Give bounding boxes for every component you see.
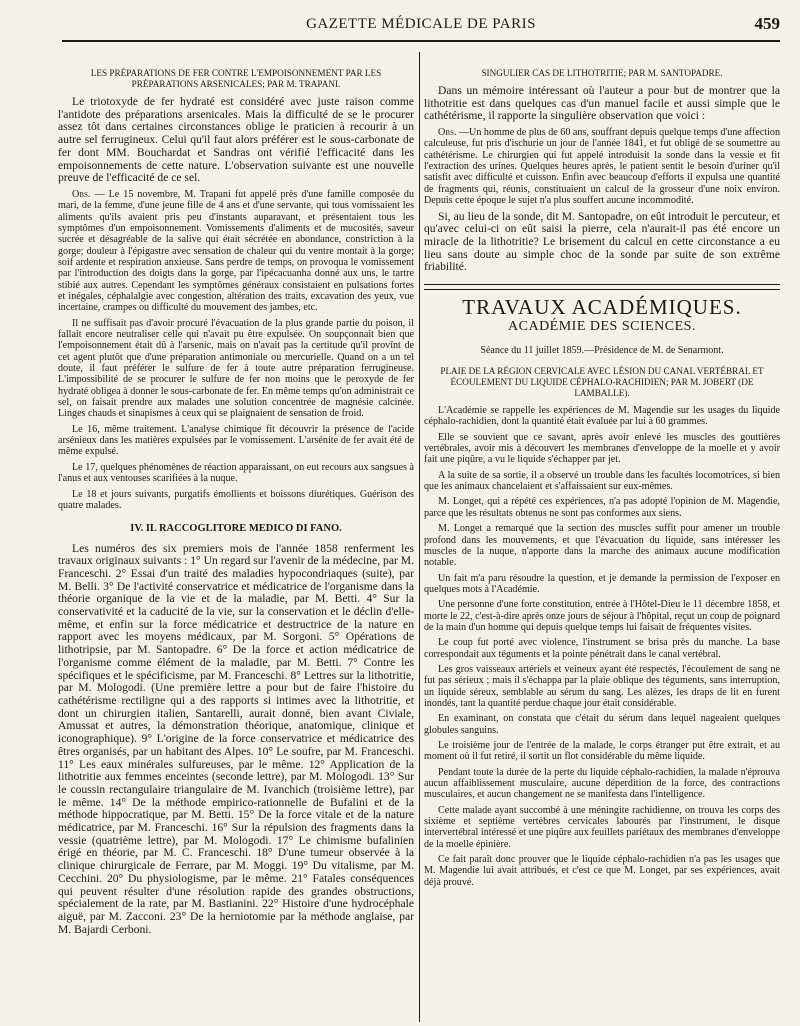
article-paragraph: En examinant, on constata que c'était du sérum dans lequel nageaient quelques globules sanguins. — [424, 713, 780, 736]
article-paragraph: A la suite de sa sortie, il a observé un trouble dans les facultés locomotrices, si bien que les animaux chancelaient et s'affaissaient sur eux-mêmes. — [424, 469, 780, 493]
section-text-raccoglitore: Les numéros des six premiers mois de l'année 1858 renferment les travaux originaux suivants : 1° Un regard sur l'avenir de la médecine, par M. Franceschi. 2° Essai d'un traité des maladies hypocondriaques (suite), par M. Belli. 3° De l'activité conservatrice et médicatrice de l'organisme dans la théorie organique de la vie et de la maladie, par M. Betti. 4° Sur la conservativité et la caducité de la vie, sur la conservation et le déclin d'elle-même, et enfin sur la force médicatrice et destructrice de la nature en rapport avec les moyens médicaux, par M. Sorgoni. 5° Opérations de lithotripsie, par M. Santopadre. 6° De la force et action médicatrice de l'organisme comme élément de la maladie, par M. Betti. 7° Contre les spécifiques et le spécificisme, par M. Franceschi. 8° Lettres sur la lithotritie, par M. Mologodi. (Une première lettre a pour but de faire l'histoire du cathétérisme rectiligne qui a des rapports si intimes avec la lithotritie, et dont un chirurgien italien, Santarelli, aurait donné, bien avant Civiale, Amussat et autres, la démonstration théorique, anatomique, clinique et iconographique). 9° L'origine de la force conservatrice et médicatrice des êtres organisés, par un habitant des Alpes. 10° Le soufre, par M. Franceschi. 11° Les eaux minérales sulfureuses, par le même. 12° Application de la lithotritie aux femmes enceintes (seconde lettre), par M. Mologodi. 13° Sur le coussin rectangulaire triangulaire de M. Ivanchich (troisième lettre), par le même. 14° De la méthode empirico-rationnelle de Bufalini et de la méthode hippocratique, par M. Betti. 15° De la force vitale et de la nature médicatrice, par M. Franceschi. 16° Sur la répulsion des fragments dans la vessie (quatrième lettre), par M. Mologodi. 17° Le chimisme bufalinien érigé en théorie, par M. C. Franceschi. 18° D'une tumeur observée à la clinique chirurgicale de Ferrare, par M. Moggi. 19° Du vitalisme, par M. Cecchini. 20° Du physiologisme, par le même. 21° Fatales conséquences qui peuvent résulter d'une résolution rapide des grandes obstructions, spécialement de la rate, par M. Bastianini. 22° Histoire d'une hydrocéphale aiguë, par M. Zacconi. 23° De la herniotomie par la méthode anglaise, par M. Bajardi Cerboni. — [58, 541, 414, 936]
section-rule — [424, 289, 780, 290]
article-intro-iron: Le triotoxyde de fer hydraté est considéré avec juste raison comme l'antidote des préparations arsenicales. Mais la difficulté de se le procurer assez tôt dans certaines circonstances oblige le praticien à recourir à un autre sel ferrugineux. Celui qu'il faut alors préférer est le sous-carbonate de fer dont MM. Bouchardat et Sandras ont vérifié l'efficacité dans les empoisonnements de cette nature. L'observation suivante est une nouvelle preuve de l'efficacité de ce sel. — [58, 95, 414, 185]
right-column — [424, 60, 780, 1020]
academie-heading: ACADÉMIE DES SCIENCES. — [508, 319, 696, 335]
page-number: 459 — [754, 14, 780, 33]
article-paragraph: Elle se souvient que ce savant, après avoir enlevé les muscles des gouttières vertébrales, avoir mis à découvert les membranes d'enveloppe de la moelle et y avoir fait une piqûre, a vu le liquide s'échapper par jet. — [424, 431, 780, 466]
section-title-raccoglitore: IV. IL RACCOGLITORE MEDICO DI FANO. — [130, 523, 342, 535]
article-paragraph: Une personne d'une forte constitution, entrée à l'Hôtel-Dieu le 11 décembre 1858, et morte le 22, c'est-à-dire après onze jours de séjour à l'hôpital, reçut un coup de poignard de la main d'un homme qui depuis quelque temps lui faisait de fréquentes visites. — [424, 599, 780, 633]
article-paragraph: M. Longet, qui a répété ces expériences, n'a pas adopté l'opinion de M. Magendie, parce que les résultats obtenus ne sont pas conformes aux siens. — [424, 496, 780, 519]
column-divider — [419, 52, 420, 1022]
article-body-plaie — [424, 405, 780, 888]
obs-label: Obs. — [72, 188, 91, 200]
article-title-lithotritie: SINGULIER CAS DE LITHOTRITIE; PAR M. SANTOPADRE. — [481, 68, 723, 78]
article-paragraph: L'Académie se rappelle les expériences de M. Magendie sur les usages du liquide céphalo-rachidien, dont la quantité était évaluée par lui à 60 grammes. — [424, 405, 780, 428]
travaux-heading: TRAVAUX ACADÉMIQUES. — [462, 295, 742, 320]
article-title-iron: LES PRÉPARATIONS DE FER CONTRE L'EMPOISONNEMENT PAR LES PRÉPARATIONS ARSENICALES; PAR M. TRAPANI. — [90, 68, 382, 89]
seance-line: Séance du 11 juillet 1859.—Présidence de M. de Senarmont. — [480, 344, 724, 356]
observation-iron — [58, 189, 414, 314]
obs-label: Obs. — [438, 127, 457, 139]
article-paragraph: Cette malade ayant succombé à une méningite rachidienne, on trouva les corps des sixième et septième vertèbres cervicales labourés par l'instrument, le disque intervertébral intéressé et une piqûre aux feuillets pariétaux des membranes d'enveloppe de la moelle épinière. — [424, 804, 780, 850]
obs-paragraph: Il ne suffisait pas d'avoir procuré l'évacuation de la plus grande partie du poison, il fallait encore neutraliser celle qui n'avait pu être expulsée. On soupçonnait bien que l'empoisonnement était dû à l'arsenic, mais on n'avait pas la certitude qu'il provînt de cet agent plutôt que d'une préparation antimoniale ou mercurielle. Quand on a un tel doute, il faut préférer le sulfure de fer à toute autre préparation ferrugineuse. L'impossibilité de se procurer le sulfure de fer non moins que le peroxyde de fer hydraté obligea à donner le sous-carbonate de fer. En même temps qu'on administrait ce sel, on faisait prendre aux malades une solution concentrée de magnésie calcinée. Linges chauds et sinapismes à ceux qui se plaignaient de sensation de froid. — [58, 317, 414, 420]
obs-paragraph: Le 17, quelques phénomènes de réaction apparaissant, on eut recours aux sangsues à l'anus et aux ventouses scarifiées à la nuque. — [58, 461, 414, 485]
obs-paragraph: Le 18 et jours suivants, purgatifs émollients et boissons diurétiques. Guérison des quatre malades. — [58, 488, 414, 511]
journal-title: GAZETTE MÉDICALE DE PARIS — [306, 16, 536, 32]
article-intro-lithotritie: Dans un mémoire intéressant où l'auteur a pour but de montrer que la lithotritie est dans quelques cas d'un manuel facile et aussi simple que le cathétérisme, il rapporte la singulière observation que voici : — [424, 84, 780, 123]
article-paragraph: Si, au lieu de la sonde, dit M. Santopadre, on eût introduit le percuteur, et qu'avec celui-ci on eût saisi la pierre, cela n'aurait-il pas été encore un miracle de la lithotritie? Le brisement du calcul en cette circonstance a eu lieu sans doute au simple choc de la sonde par suite de son extrême friabilité. — [424, 209, 780, 274]
article-paragraph: Ce fait paraît donc prouver que le liquide céphalo-rachidien n'a pas les usages que M. Magendie lui avait attribués, et c'est ce que M. Longet, par ses expériences, avait déjà prouvé. — [424, 854, 780, 888]
article-paragraph: Le coup fut porté avec violence, l'instrument se brisa près du manche. La base correspondait aux téguments et la pointe pénétrait dans le canal vertébral. — [424, 637, 780, 660]
observation-lithotritie — [424, 127, 780, 206]
article-title-plaie: PLAIE DE LA RÉGION CERVICALE AVEC LÉSION DU CANAL VERTÉBRAL ET ÉCOULEMENT DU LIQUIDE CÉPHALO-RACHIDIEN; PAR M. JOBERT (DE LAMBALLE). — [440, 366, 764, 399]
left-column — [58, 60, 414, 1020]
article-paragraph: Les gros vaisseaux artériels et veineux ayant été respectés, l'écoulement de sang ne fut pas sérieux ; mais il s'échappa par la plaie oblique des téguments, sans interruption, un liquide séreux, semblable au sérum du sang. Les alèzes, les draps de lit en furent inondés, tant la quantité perdue chaque jour était considérable. — [424, 663, 780, 709]
obs-text: — Le 15 novembre, M. Trapani fut appelé près d'une famille composée du mari, de la femme, d'une jeune fille de 4 ans et d'une servante, qui tous vomissaient les aliments qu'ils avaient pris peu d'instants auparavant, et présentaient tous les symptômes d'un empoisonnement. Vomissements d'aliments et de mucosités, saveur sucrée et désagréable de la salive qui était sécrétée en abondance, constriction à la gorge; douleur à l'épigastre avec sensation de chaleur qui du ventre montait à la gorge; soif ardente et respiration anxieuse. Sans perdre de temps, on provoqua le vomissement par l'introduction des doigts dans la gorge, par l'ipécacuanha donné aux uns, le tartre stibié aux autres. Cependant les symptômes généraux consistaient en pulsations fortes et inégales, céphalalgie avec congestion, altération des traits, excavation des yeux, vue incertaine, crampes ou difficulté du mouvement des jambes, etc. — [58, 188, 414, 314]
article-paragraph: Pendant toute la durée de la perte du liquide céphalo-rachidien, la malade n'éprouva aucun affaiblissement musculaire, aucune déperdition de la force, des contractions musculaires, et aucun changement ne se manifesta dans l'intelligence. — [424, 766, 780, 801]
obs-text: —Un homme de plus de 60 ans, souffrant depuis quelque temps d'une affection calculeuse, fut pris d'ischurie un jour de l'année 1841, et fut obligé de se soumettre au cathétérisme. Le chirurgien qui fut appelé introduisit la sonde dans la vessie et fit l'extraction des urines. Quelques heures après, le patient sentit le besoin d'uriner qu'il satisfit avec difficulté et cuisson. Enfin avec beaucoup d'efforts il expulsa une quantité de fragments qui, réunis, constituaient un calcul de la grosseur d'une noix environ. Depuis cette époque le sujet n'a plus souffert aucune incommodité. — [424, 127, 780, 207]
article-paragraph: Le troisième jour de l'entrée de la malade, le corps étranger put être extrait, et au moment où il fut retiré, il sortit un flot considérable du même liquide. — [424, 740, 780, 763]
section-rule — [424, 284, 780, 285]
page-header — [62, 14, 780, 42]
article-paragraph: Un fait m'a paru résoudre la question, et je demande la permission de l'exposer en quelques mots à l'Académie. — [424, 572, 780, 595]
article-paragraph: M. Longet a remarqué que la section des muscles suffit pour amener un trouble profond dans les mouvements, et que l'évacuation du liquide, sans intéresser les muscles de la nuque, n'apporte dans la marche des animaux aucune modification notable. — [424, 523, 780, 569]
obs-paragraph: Le 16, même traitement. L'analyse chimique fit découvrir la présence de l'acide arsénieux dans les matières expulsées par le vomissement. L'arsénite de fer avait été de même expulsé. — [58, 423, 414, 458]
